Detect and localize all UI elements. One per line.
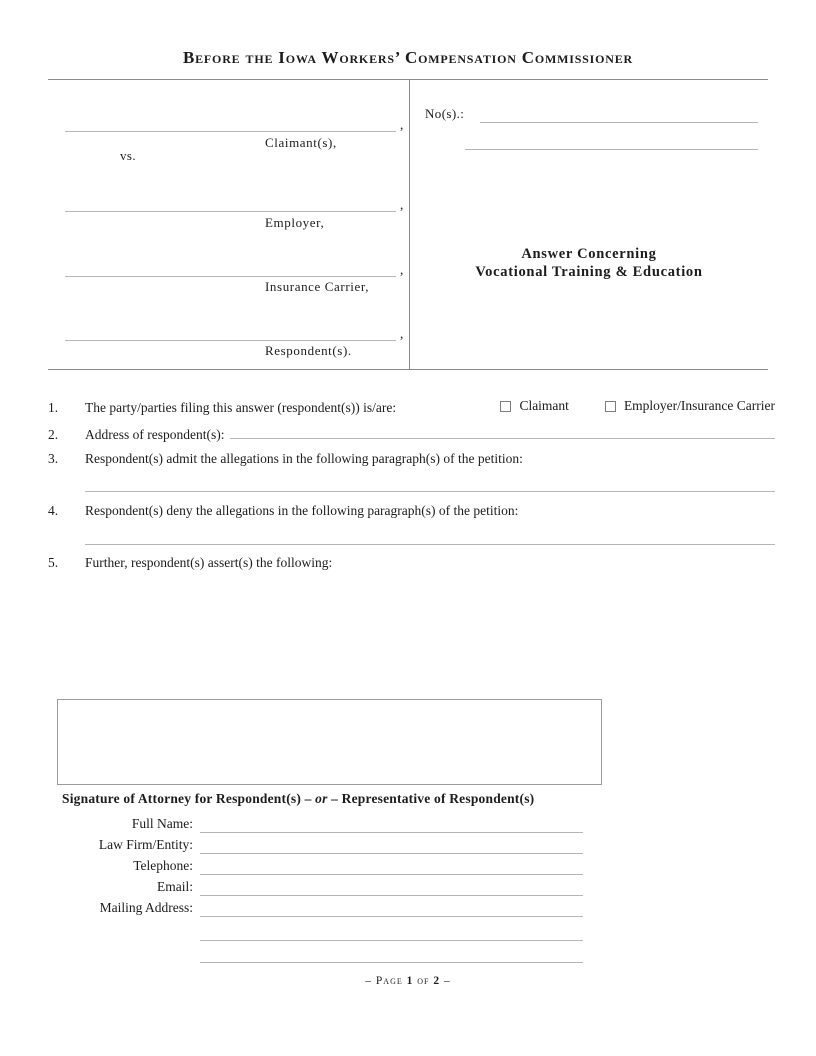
- mailing-address-line[interactable]: [200, 900, 583, 917]
- footer-of-word: of: [417, 975, 430, 987]
- page-footer: [0, 975, 816, 987]
- claimant-label: Claimant(s),: [265, 135, 337, 150]
- checkbox-claimant[interactable]: [500, 401, 511, 412]
- document-title-line-2: Vocational Training & Education: [475, 264, 703, 280]
- item-3-number: 3.: [48, 451, 59, 466]
- vs-label: vs.: [120, 148, 137, 163]
- signature-caption-pre: Signature of Attorney for Respondent(s) –: [62, 791, 316, 806]
- mailing-address-extra-line-2[interactable]: [200, 962, 583, 963]
- signature-box[interactable]: [57, 699, 602, 785]
- comma: ,: [400, 197, 404, 212]
- denied-paragraphs-line[interactable]: [85, 544, 775, 545]
- field-row-telephone: [0, 858, 583, 875]
- signature-caption-post: – Representative of Respondent(s): [327, 791, 535, 806]
- respondent-name-line[interactable]: [65, 340, 396, 341]
- item-5: [48, 555, 775, 571]
- page-title: Before the Iowa Workers’ Compensation Commissioner: [182, 48, 633, 67]
- item-1-text: The party/parties filing this answer (respondent(s)) is/are:: [85, 399, 397, 415]
- mailing-address-extra-line-1[interactable]: [200, 940, 583, 941]
- footer-page-word: Page: [375, 975, 403, 987]
- field-row-law-firm: [0, 837, 583, 854]
- full-name-label: Full Name:: [131, 816, 193, 831]
- case-number-line-2[interactable]: [465, 149, 758, 150]
- checkbox-employer-insurance-carrier-label: Employer/Insurance Carrier: [623, 398, 775, 413]
- footer-dash-left: –: [365, 975, 373, 987]
- checkbox-claimant-label: Claimant: [519, 398, 569, 413]
- item-2-number: 2.: [48, 427, 59, 442]
- case-number-line-1[interactable]: [480, 122, 758, 123]
- filing-party-options: [500, 398, 775, 414]
- item-4-number: 4.: [48, 503, 59, 518]
- caption-parties: [48, 80, 410, 369]
- insurance-carrier-label: Insurance Carrier,: [265, 279, 370, 294]
- email-label: Email:: [157, 879, 193, 894]
- respondent-label: Respondent(s).: [265, 343, 352, 358]
- admitted-paragraphs-line[interactable]: [85, 491, 775, 492]
- full-name-line[interactable]: [200, 816, 583, 833]
- employer-label: Employer,: [265, 215, 325, 230]
- item-2: [48, 425, 775, 443]
- comma: ,: [400, 117, 404, 132]
- signature-caption-or: or: [315, 791, 328, 806]
- item-3: [48, 451, 775, 467]
- insurance-carrier-name-line[interactable]: [65, 276, 396, 277]
- item-4: [48, 503, 775, 519]
- document-title-line-1: Answer Concerning: [521, 246, 657, 262]
- item-5-text: Further, respondent(s) assert(s) the following:: [85, 555, 333, 570]
- case-number-label: No(s).:: [425, 106, 465, 121]
- footer-total-pages: 2: [433, 975, 441, 987]
- comma: ,: [400, 326, 404, 341]
- field-row-email: [0, 879, 583, 896]
- mailing-address-label: Mailing Address:: [99, 900, 193, 915]
- signature-caption: [62, 791, 534, 807]
- footer-dash-right: –: [443, 975, 451, 987]
- telephone-label: Telephone:: [133, 858, 193, 873]
- item-4-text: Respondent(s) deny the allegations in the following paragraph(s) of the petition:: [85, 503, 519, 518]
- item-3-text: Respondent(s) admit the allegations in the following paragraph(s) of the petition:: [85, 451, 523, 466]
- email-line[interactable]: [200, 879, 583, 896]
- item-1: [48, 398, 775, 416]
- checkbox-employer-insurance-carrier[interactable]: [605, 401, 616, 412]
- item-1-number: 1.: [48, 399, 59, 415]
- item-2-text: Address of respondent(s):: [85, 427, 225, 442]
- claimant-name-line[interactable]: [65, 131, 396, 132]
- respondent-address-line[interactable]: [230, 425, 775, 439]
- item-5-number: 5.: [48, 555, 59, 570]
- field-row-mailing-address: [0, 900, 583, 917]
- footer-page-number: 1: [406, 975, 414, 987]
- law-firm-label: Law Firm/Entity:: [98, 837, 193, 852]
- field-row-full-name: [0, 816, 583, 833]
- comma: ,: [400, 262, 404, 277]
- caption-case-info: [410, 80, 768, 369]
- case-caption: [48, 79, 768, 370]
- law-firm-line[interactable]: [200, 837, 583, 854]
- document-title: [410, 245, 768, 281]
- telephone-line[interactable]: [200, 858, 583, 875]
- employer-name-line[interactable]: [65, 211, 396, 212]
